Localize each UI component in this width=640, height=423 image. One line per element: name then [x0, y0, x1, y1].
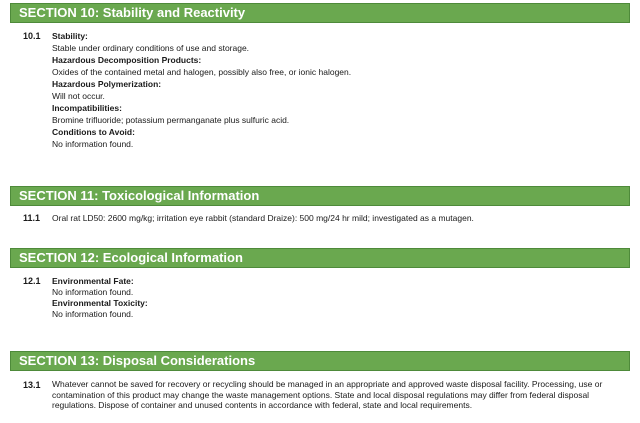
section-10-body: [52, 30, 630, 150]
section-12-body: [52, 276, 630, 320]
env-toxicity-value: No information found.: [52, 309, 134, 319]
decomposition-label: Hazardous Decomposition Products:: [52, 55, 202, 65]
section-13-header: SECTION 13: Disposal Considerations: [10, 351, 630, 371]
conditions-label: Conditions to Avoid:: [52, 127, 135, 137]
polymerization-label: Hazardous Polymerization:: [52, 79, 162, 89]
env-toxicity-label: Environmental Toxicity:: [52, 298, 148, 308]
polymerization-value: Will not occur.: [52, 91, 105, 101]
section-10-header: SECTION 10: Stability and Reactivity: [10, 3, 630, 23]
disposal-text: Whatever cannot be saved for recovery or recycling should be managed in an appropriate and approved waste disposal facility. Processing, use or contamination of this product may change the waste management options. State and local disposal regulations may differ from federal disposal regulations. Dispose of container and unused contents in accordance with federal, state and local requirements.: [52, 379, 603, 410]
section-11-body: [52, 212, 630, 224]
section-12-header: SECTION 12: Ecological Information: [10, 248, 630, 268]
toxicology-text: Oral rat LD50: 2600 mg/kg; irritation eye rabbit (standard Draize): 500 mg/24 hr mild; investigated as a mutagen.: [52, 213, 474, 223]
section-11-number: 11.1: [23, 213, 41, 223]
conditions-value: No information found.: [52, 139, 134, 149]
incompatibilities-value: Bromine trifluoride; potassium permanganate plus sulfuric acid.: [52, 115, 290, 125]
section-12-number: 12.1: [23, 276, 41, 286]
incompatibilities-label: Incompatibilities:: [52, 103, 122, 113]
stability-value: Stable under ordinary conditions of use and storage.: [52, 43, 250, 53]
env-fate-value: No information found.: [52, 287, 134, 297]
env-fate-label: Environmental Fate:: [52, 276, 134, 286]
section-13-body: [52, 379, 630, 411]
decomposition-value: Oxides of the contained metal and halogen, possibly also free, or ionic halogen.: [52, 67, 352, 77]
section-10-number: 10.1: [23, 31, 41, 41]
section-13-number: 13.1: [23, 380, 41, 390]
stability-label: Stability:: [52, 31, 88, 41]
section-11-header: SECTION 11: Toxicological Information: [10, 186, 630, 206]
